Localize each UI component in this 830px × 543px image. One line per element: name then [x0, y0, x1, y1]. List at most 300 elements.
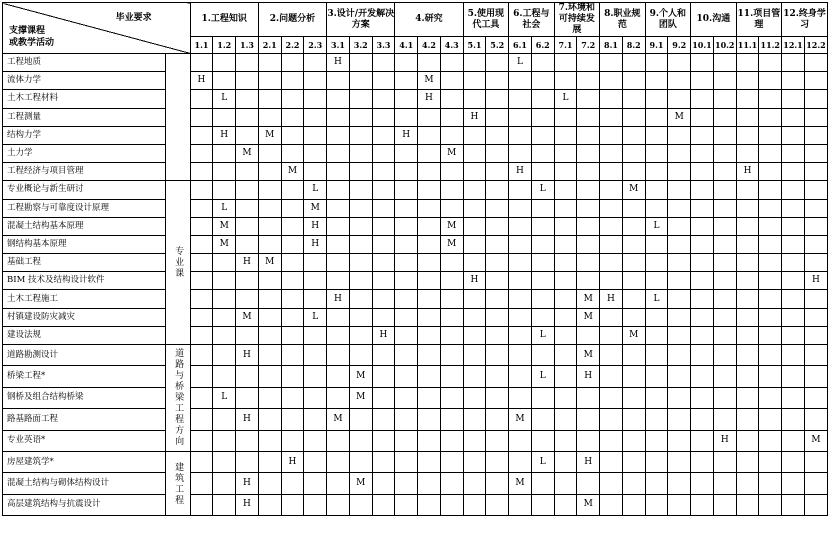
support-level-cell [782, 72, 805, 90]
support-level-cell [281, 199, 304, 217]
support-level-cell [190, 290, 213, 308]
support-level-cell [440, 163, 463, 181]
support-level-cell [395, 473, 418, 494]
support-level-cell [190, 163, 213, 181]
support-level-cell [281, 326, 304, 344]
support-level-cell [236, 387, 259, 408]
support-level-cell [668, 308, 691, 326]
support-level-mark: L [213, 199, 236, 217]
support-level-cell [600, 451, 623, 472]
support-level-cell [190, 199, 213, 217]
support-level-cell [668, 272, 691, 290]
support-level-cell [577, 54, 600, 72]
table-row [3, 163, 828, 181]
support-level-cell [759, 199, 782, 217]
support-level-cell [236, 451, 259, 472]
support-level-cell [258, 235, 281, 253]
support-level-cell [668, 54, 691, 72]
course-name: 基础工程 [3, 254, 166, 272]
support-level-cell [327, 144, 350, 162]
course-name: 结构力学 [3, 126, 166, 144]
support-level-cell [213, 451, 236, 472]
support-level-cell [236, 72, 259, 90]
support-level-cell [782, 494, 805, 515]
support-level-cell [759, 366, 782, 387]
support-level-cell [486, 163, 509, 181]
support-level-cell [600, 90, 623, 108]
support-level-cell [531, 254, 554, 272]
sub-requirement-header: 2.2 [281, 37, 304, 54]
support-level-cell [486, 345, 509, 366]
support-level-cell [258, 387, 281, 408]
support-level-cell [486, 430, 509, 451]
support-level-cell [236, 217, 259, 235]
support-level-cell [327, 108, 350, 126]
support-level-cell [554, 54, 577, 72]
support-level-cell [190, 430, 213, 451]
support-level-cell [804, 473, 827, 494]
support-level-cell [190, 181, 213, 199]
support-level-cell [531, 387, 554, 408]
support-level-cell [463, 235, 486, 253]
support-level-cell [372, 473, 395, 494]
support-level-cell [691, 451, 714, 472]
support-level-cell [691, 144, 714, 162]
support-level-cell [531, 108, 554, 126]
support-level-cell [349, 163, 372, 181]
course-name: BIM 技术及结构设计软件 [3, 272, 166, 290]
support-level-cell [395, 326, 418, 344]
support-level-cell [213, 163, 236, 181]
support-level-cell [395, 90, 418, 108]
support-level-cell [281, 366, 304, 387]
support-level-cell [486, 326, 509, 344]
course-name: 高层建筑结构与抗震设计 [3, 494, 166, 515]
sub-requirement-header: 12.2 [804, 37, 827, 54]
support-level-cell [327, 430, 350, 451]
support-level-cell [372, 199, 395, 217]
support-level-cell [463, 254, 486, 272]
support-level-cell [258, 54, 281, 72]
support-level-cell [440, 72, 463, 90]
support-level-cell [190, 90, 213, 108]
support-level-cell [304, 163, 327, 181]
support-level-cell [668, 451, 691, 472]
support-level-cell [418, 345, 441, 366]
support-level-cell [440, 54, 463, 72]
support-level-cell [509, 290, 532, 308]
support-level-cell [577, 217, 600, 235]
course-name: 工程经济与项目管理 [3, 163, 166, 181]
support-level-cell [782, 290, 805, 308]
support-level-cell [804, 163, 827, 181]
support-level-cell [645, 235, 668, 253]
support-level-cell [782, 345, 805, 366]
support-level-cell [713, 473, 736, 494]
support-level-cell [418, 473, 441, 494]
support-level-cell [736, 272, 759, 290]
support-level-cell [190, 494, 213, 515]
support-level-cell [736, 181, 759, 199]
support-level-cell [622, 235, 645, 253]
support-level-cell [349, 235, 372, 253]
support-level-cell [691, 387, 714, 408]
support-level-cell [554, 217, 577, 235]
support-level-cell [281, 473, 304, 494]
support-level-cell [736, 326, 759, 344]
support-level-cell [258, 308, 281, 326]
support-level-cell [349, 290, 372, 308]
requirement-group-header: 6.工程与社会 [509, 3, 555, 37]
support-level-cell [395, 409, 418, 430]
support-level-cell [372, 108, 395, 126]
support-level-cell [349, 126, 372, 144]
table-row [3, 199, 828, 217]
requirement-group-header: 1.工程知识 [190, 3, 258, 37]
support-level-cell [258, 345, 281, 366]
support-level-cell [645, 90, 668, 108]
support-level-cell [645, 409, 668, 430]
support-level-cell [804, 451, 827, 472]
support-level-cell [509, 90, 532, 108]
support-level-cell [236, 199, 259, 217]
support-level-cell [804, 144, 827, 162]
support-level-mark: L [304, 308, 327, 326]
support-level-cell [691, 108, 714, 126]
support-level-cell [577, 181, 600, 199]
support-level-cell [804, 199, 827, 217]
support-level-cell [759, 126, 782, 144]
support-level-cell [691, 72, 714, 90]
support-level-cell [418, 272, 441, 290]
support-level-cell [190, 254, 213, 272]
support-level-cell [213, 290, 236, 308]
support-level-cell [281, 144, 304, 162]
course-name: 混凝土结构与砌体结构设计 [3, 473, 166, 494]
support-level-cell [281, 409, 304, 430]
support-level-cell [258, 217, 281, 235]
sub-requirement-header: 7.1 [554, 37, 577, 54]
support-level-cell [509, 254, 532, 272]
support-level-cell [372, 494, 395, 515]
support-level-cell [804, 494, 827, 515]
support-level-cell [622, 451, 645, 472]
support-level-cell [713, 108, 736, 126]
support-level-cell [691, 54, 714, 72]
support-level-cell [463, 409, 486, 430]
support-level-mark: H [418, 90, 441, 108]
support-level-cell [600, 308, 623, 326]
support-level-cell [577, 430, 600, 451]
support-level-cell [691, 217, 714, 235]
support-level-cell [281, 308, 304, 326]
support-level-cell [190, 217, 213, 235]
support-level-cell [327, 126, 350, 144]
support-level-cell [418, 387, 441, 408]
sub-requirement-header: 7.2 [577, 37, 600, 54]
support-level-cell [668, 90, 691, 108]
support-level-cell [463, 199, 486, 217]
support-level-cell [258, 473, 281, 494]
support-level-cell [395, 181, 418, 199]
support-level-cell [281, 345, 304, 366]
support-level-cell [736, 366, 759, 387]
support-level-cell [804, 290, 827, 308]
support-level-cell [577, 163, 600, 181]
support-level-mark: M [577, 345, 600, 366]
support-level-cell [395, 254, 418, 272]
support-level-cell [486, 181, 509, 199]
support-level-cell [782, 217, 805, 235]
support-level-mark: M [509, 473, 532, 494]
support-level-mark: L [509, 54, 532, 72]
support-level-cell [486, 254, 509, 272]
support-level-cell [304, 326, 327, 344]
support-level-cell [304, 451, 327, 472]
support-level-cell [236, 108, 259, 126]
support-level-cell [759, 430, 782, 451]
support-level-cell [372, 409, 395, 430]
requirement-group-header: 7.环境和可持续发展 [554, 3, 600, 37]
support-level-cell [304, 254, 327, 272]
support-level-cell [736, 108, 759, 126]
support-level-cell [372, 126, 395, 144]
support-level-mark: M [258, 126, 281, 144]
support-level-mark: L [213, 90, 236, 108]
support-level-cell [372, 72, 395, 90]
support-level-cell [509, 126, 532, 144]
support-level-cell [304, 366, 327, 387]
support-level-cell [418, 430, 441, 451]
support-level-cell [213, 366, 236, 387]
support-level-cell [645, 163, 668, 181]
support-level-mark: M [236, 144, 259, 162]
sub-requirement-header: 5.2 [486, 37, 509, 54]
support-level-cell [327, 181, 350, 199]
support-level-cell [782, 430, 805, 451]
support-level-cell [372, 387, 395, 408]
support-level-cell [713, 163, 736, 181]
support-level-cell [531, 163, 554, 181]
support-level-cell [622, 387, 645, 408]
support-level-cell [622, 345, 645, 366]
support-level-cell [554, 144, 577, 162]
support-level-cell [327, 345, 350, 366]
support-level-cell [440, 326, 463, 344]
support-level-cell [372, 366, 395, 387]
support-level-cell [736, 54, 759, 72]
support-level-mark: H [190, 72, 213, 90]
support-level-cell [304, 473, 327, 494]
support-level-cell [213, 308, 236, 326]
support-level-cell [281, 54, 304, 72]
support-level-cell [236, 90, 259, 108]
support-level-cell [691, 254, 714, 272]
support-level-cell [713, 345, 736, 366]
support-level-cell [600, 181, 623, 199]
support-level-cell [645, 473, 668, 494]
support-level-cell [782, 54, 805, 72]
support-level-cell [554, 235, 577, 253]
support-level-cell [691, 409, 714, 430]
support-level-cell [440, 387, 463, 408]
support-level-mark: H [600, 290, 623, 308]
support-level-cell [645, 387, 668, 408]
requirement-group-header: 3.设计/开发解决方案 [327, 3, 395, 37]
course-name: 专业概论与新生研讨 [3, 181, 166, 199]
requirement-group-header: 8.职业规范 [600, 3, 646, 37]
sub-requirement-header: 11.2 [759, 37, 782, 54]
support-level-cell [804, 387, 827, 408]
support-level-cell [395, 451, 418, 472]
support-level-cell [736, 144, 759, 162]
support-level-cell [418, 108, 441, 126]
support-level-mark: M [327, 409, 350, 430]
support-level-cell [713, 90, 736, 108]
support-level-cell [486, 308, 509, 326]
support-level-cell [622, 217, 645, 235]
support-level-mark: H [395, 126, 418, 144]
support-level-cell [804, 126, 827, 144]
support-level-cell [304, 272, 327, 290]
support-level-cell [395, 108, 418, 126]
table-row [3, 494, 828, 515]
support-level-cell [304, 126, 327, 144]
support-level-mark: L [645, 290, 668, 308]
support-level-cell [622, 290, 645, 308]
support-level-cell [804, 308, 827, 326]
table-row [3, 326, 828, 344]
support-level-cell [372, 163, 395, 181]
support-level-cell [531, 430, 554, 451]
support-level-cell [213, 345, 236, 366]
support-level-mark: H [304, 217, 327, 235]
support-level-cell [440, 366, 463, 387]
support-level-cell [258, 272, 281, 290]
support-level-cell [554, 366, 577, 387]
support-level-cell [395, 54, 418, 72]
support-level-cell [236, 181, 259, 199]
support-level-cell [258, 108, 281, 126]
support-level-cell [486, 235, 509, 253]
support-level-cell [782, 409, 805, 430]
support-level-cell [736, 199, 759, 217]
support-level-cell [782, 272, 805, 290]
support-level-cell [486, 290, 509, 308]
support-level-cell [349, 72, 372, 90]
support-level-mark: H [236, 345, 259, 366]
support-level-cell [554, 308, 577, 326]
support-level-cell [486, 126, 509, 144]
support-level-cell [463, 217, 486, 235]
support-level-cell [190, 126, 213, 144]
support-level-cell [668, 163, 691, 181]
support-level-cell [190, 272, 213, 290]
support-level-cell [531, 54, 554, 72]
support-level-cell [258, 181, 281, 199]
sub-requirement-header: 3.3 [372, 37, 395, 54]
support-level-cell [736, 308, 759, 326]
support-level-cell [782, 235, 805, 253]
support-level-cell [395, 366, 418, 387]
support-level-cell [418, 235, 441, 253]
support-level-cell [531, 473, 554, 494]
support-level-cell [304, 54, 327, 72]
sub-requirement-header: 6.2 [531, 37, 554, 54]
support-level-cell [600, 235, 623, 253]
course-name: 土木工程材料 [3, 90, 166, 108]
support-level-cell [463, 90, 486, 108]
support-level-cell [645, 430, 668, 451]
support-level-cell [622, 308, 645, 326]
support-level-cell [622, 473, 645, 494]
requirement-group-header: 5.使用现代工具 [463, 3, 509, 37]
support-level-cell [713, 366, 736, 387]
support-level-cell [509, 366, 532, 387]
table-row [3, 290, 828, 308]
support-level-cell [531, 72, 554, 90]
support-level-cell [713, 409, 736, 430]
support-level-cell [759, 473, 782, 494]
support-level-cell [190, 308, 213, 326]
course-name: 工程测量 [3, 108, 166, 126]
support-level-cell [622, 108, 645, 126]
support-level-cell [190, 235, 213, 253]
support-level-cell [258, 199, 281, 217]
support-level-cell [190, 108, 213, 126]
support-level-mark: H [281, 451, 304, 472]
support-level-cell [736, 254, 759, 272]
graduation-requirements-matrix [2, 2, 828, 516]
support-level-cell [395, 290, 418, 308]
support-level-cell [327, 72, 350, 90]
requirement-group-header: 2.问题分析 [258, 3, 326, 37]
support-level-cell [759, 272, 782, 290]
support-level-cell [509, 72, 532, 90]
support-level-cell [236, 126, 259, 144]
support-level-cell [622, 126, 645, 144]
sub-requirement-header: 2.1 [258, 37, 281, 54]
support-level-cell [372, 181, 395, 199]
support-level-cell [668, 366, 691, 387]
support-level-cell [759, 72, 782, 90]
support-level-cell [668, 326, 691, 344]
support-level-cell [190, 54, 213, 72]
support-level-cell [236, 54, 259, 72]
support-level-cell [736, 430, 759, 451]
support-level-cell [327, 326, 350, 344]
support-level-cell [395, 217, 418, 235]
support-level-cell [782, 366, 805, 387]
support-level-cell [463, 387, 486, 408]
support-level-mark: H [327, 54, 350, 72]
course-name: 房屋建筑学* [3, 451, 166, 472]
support-level-cell [804, 54, 827, 72]
support-level-cell [577, 108, 600, 126]
support-level-mark: M [440, 217, 463, 235]
support-level-cell [759, 54, 782, 72]
support-level-mark: H [236, 409, 259, 430]
support-level-cell [600, 473, 623, 494]
support-level-cell [782, 163, 805, 181]
support-level-cell [395, 163, 418, 181]
support-level-cell [645, 108, 668, 126]
support-level-cell [463, 345, 486, 366]
support-level-cell [258, 430, 281, 451]
support-level-cell [782, 90, 805, 108]
support-level-cell [281, 90, 304, 108]
support-level-cell [281, 254, 304, 272]
